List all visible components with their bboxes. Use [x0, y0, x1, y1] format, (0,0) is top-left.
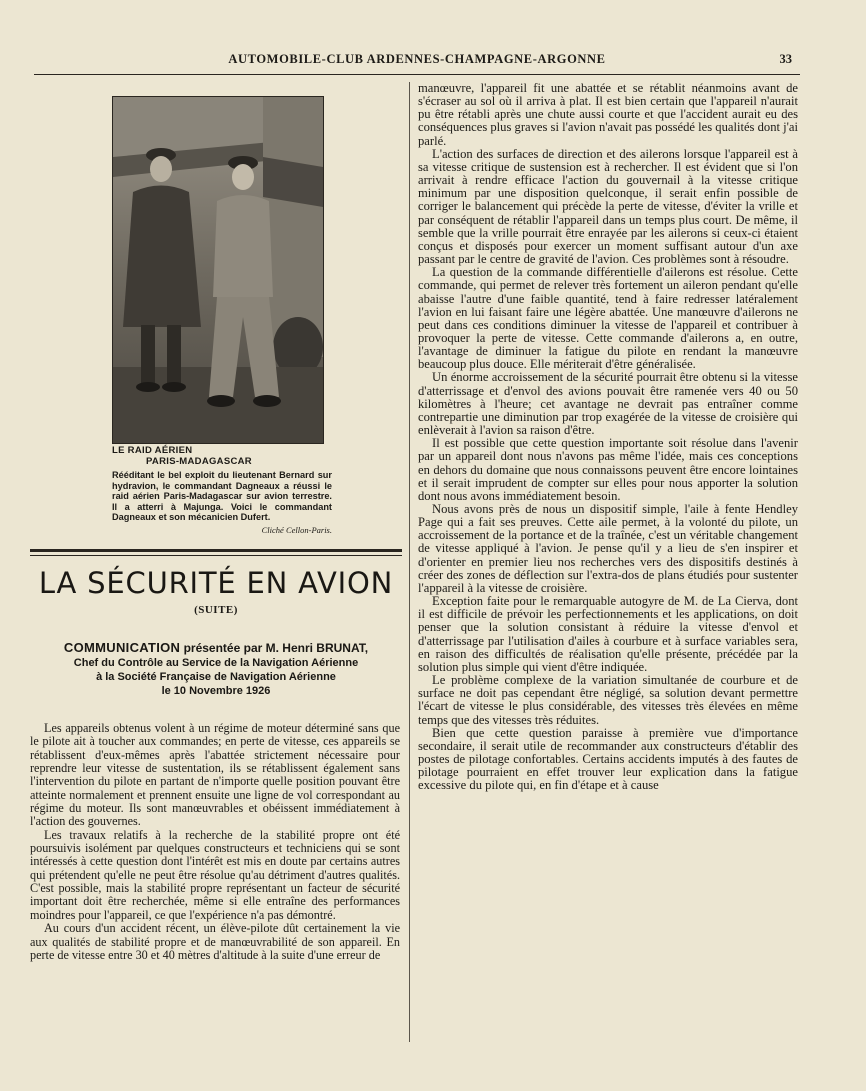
- article-subtitle: (SUITE): [194, 604, 238, 616]
- communication-block: [30, 640, 402, 698]
- right-body-text: [418, 82, 798, 792]
- aviators-photo: [112, 96, 324, 444]
- communication-line1: [30, 640, 402, 656]
- page-number: 33: [779, 52, 792, 66]
- photo-credit: Cliché Cellon-Paris.: [261, 524, 332, 535]
- communication-line3: à la Société Française de Navigation Aérienne: [96, 671, 336, 683]
- photo-illustration: [113, 97, 323, 443]
- paragraph: Un énorme accroissement de la sécurité pourrait être obtenu si la vitesse d'atterrissage et d'envol des avions pouvait être ramenée vers 40 ou 50 kilomètres à l'heure; cet avantage ne devrait pas entraîner comme contrepartie une diminution par trop exagérée de la vitesse de croisière qui enlèverait à l'avion sa raison d'être.: [418, 370, 798, 438]
- title-rule-thick: [30, 549, 402, 552]
- communication-prefix: COMMUNICATION: [63, 640, 181, 655]
- left-body-text: [30, 722, 400, 962]
- running-title: AUTOMOBILE-CLUB ARDENNES-CHAMPAGNE-ARGONNE: [228, 52, 606, 66]
- paragraph: La question de la commande différentielle d'ailerons est résolue. Cette commande, qui permet de relever très fortement un aileron pendant qu'elle abaisse l'autre d'une faible quantité, tend à faire redresser latéralement l'avion en lui faisant faire une légère abattée. Une manœuvre d'ailerons ne peut dans ces conditions diminuer la vitesse de l'appareil et contribuer à provoquer la perte de vitesse. Cette commande d'ailerons a, en outre, l'avantage de diminuer la fatigue du pilote en rendant la manœuvre beaucoup plus douce. Elle mériterait d'être généralisée.: [418, 265, 798, 372]
- column-divider: [409, 82, 410, 1042]
- communication-by: présentée par M. Henri BRUNAT,: [183, 641, 369, 655]
- caption-body: Rééditant le bel exploit du lieutenant Bernard sur hydravion, le commandant Dagneaux a réussi le raid aérien Paris-Madagascar sur avion terrestre. Il a atterri à Majunga. Voici le commandant Dagneaux et son mécanicien Dufert.: [112, 470, 332, 523]
- paragraph: Il est possible que cette question importante soit résolue dans l'avenir par un appareil dont nous n'avons pas même l'idée, mais ces conceptions en dehors du domaine que nous connaissons peuvent être encore lointaines et il serait imprudent de compter sur elles pour nous apporter la solution dont nous avons immédiatement besoin.: [418, 436, 798, 503]
- paragraph: Le problème complexe de la variation simultanée de courbure et de surface ne doit pas cependant être négligé, sa solution devant permettre l'écart de vitesse le plus considérable, des vitesses très élevées en même temps que des vitesses très réduites.: [418, 673, 798, 727]
- left-column: [30, 90, 400, 550]
- running-head: [34, 52, 800, 75]
- article-title: LA SÉCURITÉ EN AVION: [38, 566, 394, 600]
- communication-line4: le 10 Novembre 1926: [161, 685, 271, 697]
- paragraph: Les appareils obtenus volent à un régime de moteur déterminé sans que le pilote ait à toucher aux commandes; en perte de vitesse, ces appareils se rétablissent d'eux-mêmes après l'abattée strictement nécessaire pour reprendre leur vitesse de sustentation, ils se rétablissent également sans l'intervention du pilote en partant de n'importe quelle position pouvant être atteinte normalement et prennent ensuite une ligne de vol correspondant au régime du moteur. Ils sont manœuvrables et obéissent immédiatement à l'action des gouvernes.: [30, 721, 400, 829]
- caption-title-line1: LE RAID AÉRIEN: [112, 445, 193, 456]
- communication-line2: Chef du Contrôle au Service de la Navigation Aérienne: [73, 657, 359, 669]
- paragraph: L'action des surfaces de direction et des ailerons lorsque l'appareil est à sa vitesse critique de sustension est à rechercher. Il est évident que si l'on arrivait à rendre efficace l'action du gouvernail à la vitesse critique minimum par une disposition quelconque, il serait enfin possible de corriger le balancement qui précède la perte de vitesse, d'éviter la vrille et par conséquent de rétablir l'appareil dans un temps plus court. De même, il semble que la vrille pourrait être enrayée par les ailerons si ceux-ci étaient conçus et disposés pour exercer un moment suffisant autour d'un axe passant par le centre de gravité de l'avion. Ces problèmes sont à résoudre.: [418, 146, 798, 267]
- photo-caption: [112, 446, 332, 535]
- paragraph: manœuvre, l'appareil fit une abattée et se rétablit néanmoins avant de s'écraser au sol où il arriva à plat. Il est bien certain que l'appareil n'aurait pu être rétabli après une chute aussi courte et que l'accident aurait eu des conséquences plus graves si l'avion n'avait pas possédé les qualités dont j'ai parlé.: [418, 81, 798, 148]
- caption-title-line2: PARIS-MADAGASCAR: [146, 455, 252, 467]
- right-column: [418, 82, 798, 792]
- paragraph: Bien que cette question paraisse à première vue d'importance secondaire, il serait utile de recommander aux constructeurs d'établir des postes de pilotage confortables. Certains accidents imputés à des fautes de pilotage pourraient en effet trouver leur explication dans la fatigue excessive du pilote qui, en fin d'étape et à cause: [418, 725, 798, 793]
- paragraph: Exception faite pour le remarquable autogyre de M. de La Cierva, dont il est difficile de prévoir les perfectionnements et les applications, on doit penser que la solution consistant à réduire la vitesse d'envol et d'atterrissage par l'utilisation d'ailes à courbure et à surface variables sera, en raison des difficultés de réalisation qu'elle présente, précédée par la solution plus simple qui vient d'être indiquée.: [418, 594, 798, 674]
- caption-title: [112, 446, 332, 467]
- paragraph: Les travaux relatifs à la recherche de la stabilité propre ont été poursuivis isolément par quelques constructeurs et techniciens qui se sont intéressés à cette question dont l'intérêt est mis en doute par certains autres qui prétendent qu'elle ne peut être résolue qu'au détriment d'autres qualités. C'est possible, mais la stabilité propre représentant un facteur de sécurité important doit être recherchée, même si elle entraîne des performances moindres pour l'appareil, ce que l'expérience n'a pas démontré.: [30, 827, 400, 922]
- photo-block: [30, 90, 400, 550]
- paragraph: Au cours d'un accident récent, un élève-pilote dût certainement la vie aux qualités de stabilité propre et de manœuvrabilité de son appareil. En perte de vitesse entre 30 et 40 mètres d'altitude à la suite d'une erreur de: [30, 921, 400, 962]
- title-rule-thin: [30, 555, 402, 556]
- paragraph: Nous avons près de nous un dispositif simple, l'aile à fente Hendley Page qui a fait ses preuves. Cette aile permet, à la volonté du pilote, un accroissement de la portance et de la traînée, c'est un véritable changement de vitesse appliqué à l'avion. Je pense qu'il y a lieu de s'en inspirer et d'orienter en premier lieu nos recherches vers des dispositifs destinés à créer des zones de déflection sur l'extra-dos de plans étudiés pour sustenter l'appareil à la vitesse de croisière.: [418, 502, 798, 595]
